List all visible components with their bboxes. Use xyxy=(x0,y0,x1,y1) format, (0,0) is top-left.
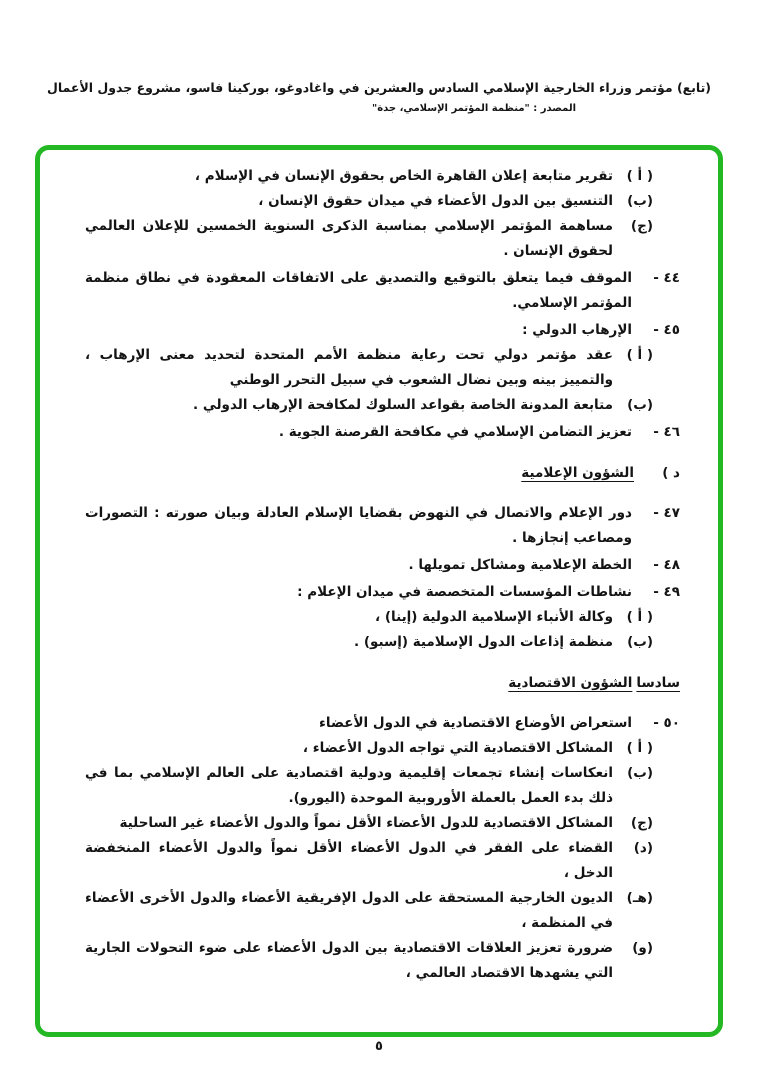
sub-item xyxy=(85,214,680,264)
sub-item xyxy=(85,189,680,214)
sub-item xyxy=(85,836,680,886)
numbered-item xyxy=(85,553,680,578)
item-text: منظمة إذاعات الدول الإسلامية (إسبو) . xyxy=(353,634,613,650)
item-marker: (هـ) xyxy=(626,890,653,906)
numbered-item xyxy=(85,420,680,445)
item-text: استعراض الأوضاع الاقتصادية في الدول الأعضاء xyxy=(319,715,632,731)
section-heading xyxy=(85,461,680,486)
item-text: التنسيق بين الدول الأعضاء في ميدان حقوق الإنسان ، xyxy=(258,193,613,209)
sub-item xyxy=(85,761,680,811)
item-marker: (ب) xyxy=(627,765,653,781)
sub-item xyxy=(85,811,680,836)
item-text: دور الإعلام والاتصال في النهوض بقضايا الإسلام العادلة وبيان صورته : التصورات ومصاعب إنجازها . xyxy=(85,505,632,546)
sub-item xyxy=(85,736,680,761)
item-marker: (ب) xyxy=(627,193,653,209)
item-marker: د ) xyxy=(662,465,680,481)
sub-item xyxy=(85,886,680,936)
item-marker: ( أ ) xyxy=(626,347,653,363)
sub-item xyxy=(85,630,680,655)
item-marker: (ج) xyxy=(630,815,653,831)
item-marker: ٤٨ - xyxy=(653,557,680,573)
document-body xyxy=(85,164,680,986)
item-text: الموقف فيما يتعلق بالتوقيع والتصديق على الاتفاقات المعقودة في نطاق منظمة المؤتمر الإسلامي. xyxy=(85,270,632,311)
numbered-item xyxy=(85,711,680,736)
item-marker: (د) xyxy=(633,840,653,856)
item-text: المشاكل الاقتصادية التي تواجه الدول الأعضاء ، xyxy=(302,740,613,756)
item-marker: ٥٠ - xyxy=(653,715,680,731)
item-marker: ٤٩ - xyxy=(653,584,680,600)
item-text: متابعة المدونة الخاصة بقواعد السلوك لمكافحة الإرهاب الدولي . xyxy=(193,397,613,413)
item-marker: ( أ ) xyxy=(626,168,653,184)
header-source: المصدر : "منظمة المؤتمر الإسلامي، جدة" xyxy=(371,103,576,114)
numbered-item xyxy=(85,501,680,551)
item-marker: (ج) xyxy=(630,218,653,234)
numbered-item xyxy=(85,318,680,343)
item-text: المشاكل الاقتصادية للدول الأعضاء الأقل نمواً والدول الأعضاء غير الساحلية xyxy=(119,815,613,831)
item-marker: ٤٦ - xyxy=(653,424,680,440)
page-number: ٥ xyxy=(375,1039,383,1054)
item-marker: ٤٤ - xyxy=(653,270,680,286)
item-text: الديون الخارجية المستحقة على الدول الإفريقية الأعضاء والدول الأخرى الأعضاء في المنظمة ، xyxy=(85,890,613,931)
item-marker: ( أ ) xyxy=(626,609,653,625)
item-marker: (ب) xyxy=(627,397,653,413)
item-marker: ( أ ) xyxy=(626,740,653,756)
item-text: نشاطات المؤسسات المتخصصة في ميدان الإعلام : xyxy=(297,584,632,600)
item-text: تعزيز التضامن الإسلامي في مكافحة القرصنة الجوية . xyxy=(278,424,632,440)
item-text: مساهمة المؤتمر الإسلامي بمناسبة الذكرى السنوية الخمسين للإعلان العالمي لحقوق الإنسان . xyxy=(85,218,613,259)
numbered-item xyxy=(85,266,680,316)
sub-item xyxy=(85,343,680,393)
item-text: الشؤون الاقتصادية xyxy=(508,675,633,691)
page-footer xyxy=(0,1035,758,1054)
sub-item xyxy=(85,393,680,418)
numbered-item xyxy=(85,580,680,605)
item-text: الخطة الإعلامية ومشاكل تمويلها . xyxy=(408,557,632,573)
item-text: تقرير متابعة إعلان القاهرة الخاص بحقوق الإنسان في الإسلام ، xyxy=(194,168,613,184)
item-text: انعكاسات إنشاء تجمعات إقليمية ودولية اقتصادية على العالم الإسلامي بما في ذلك بدء العمل بالعملة الأوروبية الموحدة (اليورو). xyxy=(85,765,613,806)
page-header xyxy=(0,80,758,114)
item-marker: سادسا xyxy=(636,675,680,691)
item-marker: (ب) xyxy=(627,634,653,650)
item-text: وكالة الأنباء الإسلامية الدولية (إينا) ، xyxy=(375,609,613,625)
item-marker: (و) xyxy=(632,940,653,956)
item-text: القضاء على الفقر في الدول الأعضاء الأقل نمواً والدول الأعضاء المنخفضة الدخل ، xyxy=(85,840,613,881)
sub-item xyxy=(85,936,680,986)
item-text: الشؤون الإعلامية xyxy=(521,465,634,481)
header-title: (تابع) مؤتمر وزراء الخارجية الإسلامي السادس والعشرين في واغادوغو، بوركينا فاسو، مشروع جدول الأعمال xyxy=(46,80,712,95)
item-text: عقد مؤتمر دولي تحت رعاية منظمة الأمم المتحدة لتحديد معنى الإرهاب ، والتمييز بينه وبين نضال الشعوب في سبيل التحرر الوطني xyxy=(85,347,613,388)
section-heading xyxy=(85,671,680,696)
item-text: ضرورة تعزيز العلاقات الاقتصادية بين الدول الأعضاء على ضوء التحولات الجارية التي يشهدها الاقتصاد العالمي ، xyxy=(85,940,613,981)
item-text: الإرهاب الدولي : xyxy=(522,322,632,338)
item-marker: ٤٧ - xyxy=(653,505,680,521)
green-highlight-box xyxy=(35,145,723,1037)
sub-item xyxy=(85,605,680,630)
sub-item xyxy=(85,164,680,189)
item-marker: ٤٥ - xyxy=(653,322,680,338)
